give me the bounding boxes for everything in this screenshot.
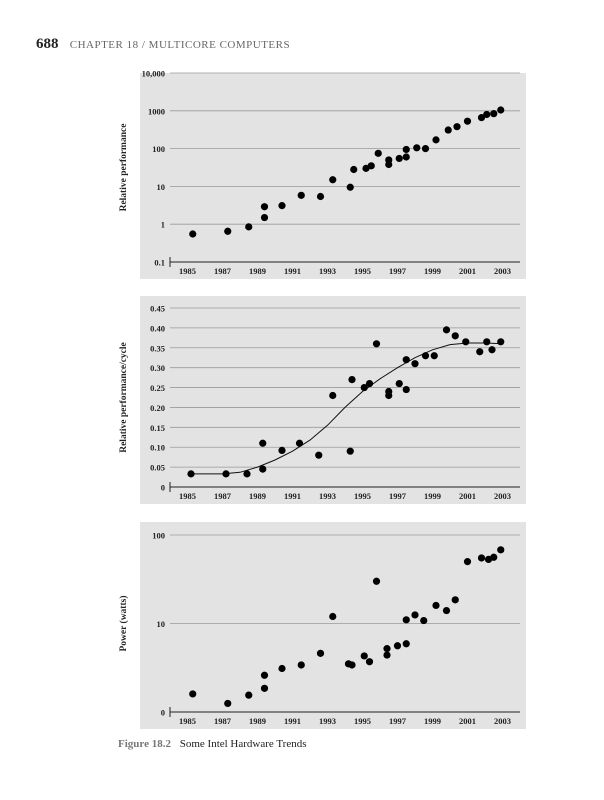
chart-1-ytick-label: 1 (160, 219, 165, 230)
chart-1-data-point (261, 214, 268, 221)
chart-1-data-point (317, 193, 324, 200)
chart-2-data-point (243, 470, 250, 477)
chart-2-xtick-label: 1993 (319, 491, 336, 501)
chart-3-data-point (373, 578, 380, 585)
figure-label: Figure 18.2 (118, 738, 171, 750)
chart-3-data-point (329, 613, 336, 620)
chart-1-y-axis-label: Relative performance (119, 123, 129, 212)
chart-3-ytick-label: 10 (156, 619, 165, 629)
chart-2-data-point (431, 352, 438, 359)
chart-2-data-point (373, 340, 380, 347)
chart-3-data-point (361, 652, 368, 659)
chart-3-data-point (394, 642, 401, 649)
chart-2-data-point (476, 348, 483, 355)
chart-3-plot-background (140, 522, 526, 729)
chart-2-plot-background (140, 296, 526, 504)
chart-2-data-point (403, 386, 410, 393)
chart-3-xtick-label: 1997 (389, 716, 406, 726)
chart-2-data-point (403, 356, 410, 363)
chart-1-xtick-label: 1993 (319, 266, 336, 276)
figure-caption (118, 738, 307, 750)
chart-3-data-point (261, 685, 268, 692)
chart-1-data-point (347, 184, 354, 191)
chart-3-data-point (478, 554, 485, 561)
chart-2-data-point (443, 326, 450, 333)
chart-3-data-point (403, 616, 410, 623)
chart-2-data-point (366, 380, 373, 387)
chart-2-data-point (259, 466, 266, 473)
chart-2-xtick-label: 1995 (354, 491, 371, 501)
chart-3-data-point (420, 617, 427, 624)
chart-2-data-point (278, 447, 285, 454)
chart-3-data-point (298, 661, 305, 668)
chart-1-data-point (245, 223, 252, 230)
chart-1-data-point (464, 118, 471, 125)
chart-2-xtick-label: 1987 (214, 491, 231, 501)
chart-1-data-point (396, 155, 403, 162)
chart-3-data-point (224, 700, 231, 707)
chart-2-ytick-label: 0.45 (150, 303, 165, 314)
chart-2-xtick-label: 2003 (494, 491, 511, 501)
chart-3-data-point (411, 611, 418, 618)
chart-2-ytick-label: 0 (160, 482, 165, 493)
chart-3-data-point (432, 602, 439, 609)
chart-3-data-point (464, 558, 471, 565)
chart-3-xtick-label: 2003 (494, 716, 511, 726)
chart-2-data-point (497, 338, 504, 345)
chart-2-ytick-label: 0.30 (150, 363, 165, 374)
chart-3-xtick-label: 1985 (179, 716, 196, 726)
chart-1-data-point (403, 153, 410, 160)
chart-1-xtick-label: 2001 (459, 266, 476, 276)
chart-2-y-axis-label: Relative performance/cycle (119, 342, 129, 453)
chart-1-data-point (329, 176, 336, 183)
chart-3-data-point (490, 554, 497, 561)
chart-2-data-point (315, 452, 322, 459)
chart-1-data-point (483, 111, 490, 118)
chart-2-ytick-label: 0.25 (150, 383, 165, 394)
chart-2-data-point (422, 352, 429, 359)
chart-2-data-point (452, 332, 459, 339)
chart-3-data-point (403, 640, 410, 647)
chart-3-data-point (383, 645, 390, 652)
chart-1-data-point (413, 144, 420, 151)
chart-1-data-point (368, 162, 375, 169)
chart-1-xtick-label: 1987 (214, 266, 231, 276)
chart-3-xtick-label: 1991 (284, 716, 301, 726)
chart-3-data-point (278, 665, 285, 672)
chart-3-xtick-label: 2001 (459, 716, 476, 726)
chart-1-xtick-label: 1999 (424, 266, 441, 276)
chart-1-data-point (497, 106, 504, 113)
chart-1-data-point (261, 203, 268, 210)
chart-2-ytick-label: 0.05 (150, 462, 165, 473)
chart-2-data-point (488, 346, 495, 353)
chart-3-xtick-label: 1993 (319, 716, 336, 726)
chart-3-data-point (261, 672, 268, 679)
chart-2-data-point (348, 376, 355, 383)
chart-1-ytick-label: 0.1 (154, 257, 165, 268)
chart-2-ytick-label: 0.15 (150, 422, 165, 433)
chart-3-data-point (189, 690, 196, 697)
page-number: 688 (36, 36, 59, 52)
chart-1-data-point (350, 166, 357, 173)
chart-3-xtick-label: 1989 (249, 716, 266, 726)
chart-2-data-point (347, 448, 354, 455)
chart-2-data-point (329, 392, 336, 399)
chart-3-data-point (245, 692, 252, 699)
chart-1-ytick-label: 100 (152, 144, 165, 155)
chart-2-ytick-label: 0.40 (150, 323, 165, 334)
chart-1-data-point (375, 150, 382, 157)
chart-3-xtick-label: 1999 (424, 716, 441, 726)
chart-1-data-point (432, 136, 439, 143)
chart-3-xtick-label: 1995 (354, 716, 371, 726)
chart-1-data-point (298, 192, 305, 199)
chart-3-y-axis-label: Power (watts) (119, 595, 129, 652)
chart-1-xtick-label: 1985 (179, 266, 196, 276)
chart-2-xtick-label: 1997 (389, 491, 406, 501)
chart-1-xtick-label: 1989 (249, 266, 266, 276)
figure-caption-text: Some Intel Hardware Trends (179, 738, 307, 750)
chart-3-data-point (452, 596, 459, 603)
chart-3-xtick-label: 1987 (214, 716, 231, 726)
chart-2-data-point (385, 388, 392, 395)
chart-1-data-point (385, 156, 392, 163)
chart-2-data-point (483, 338, 490, 345)
chart-3-data-point (317, 650, 324, 657)
chart-2-xtick-label: 1999 (424, 491, 441, 501)
chart-1-ytick-label: 1000 (148, 106, 165, 117)
chart-1-ytick-label: 10 (156, 181, 165, 192)
chart-1-xtick-label: 2003 (494, 266, 511, 276)
chart-2-data-point (411, 360, 418, 367)
chart-3-ytick-label: 0 (160, 707, 165, 718)
chart-1-data-point (490, 110, 497, 117)
chart-1-plot-background (140, 73, 526, 279)
chart-3-data-point (366, 658, 373, 665)
chart-2-data-point (187, 470, 194, 477)
chart-1-data-point (445, 126, 452, 133)
chart-2-data-point (396, 380, 403, 387)
chart-3-ytick-label: 100 (152, 530, 165, 541)
chart-1-data-point (189, 230, 196, 237)
chart-1-data-point (224, 228, 231, 235)
chart-1-data-point (422, 145, 429, 152)
chart-3-data-point (443, 607, 450, 614)
chart-2-xtick-label: 2001 (459, 491, 476, 501)
chart-1-xtick-label: 1991 (284, 266, 301, 276)
chart-2-xtick-label: 1985 (179, 491, 196, 501)
chart-2-data-point (259, 440, 266, 447)
chart-2-xtick-label: 1989 (249, 491, 266, 501)
chart-2-xtick-label: 1991 (284, 491, 301, 501)
chart-3-data-point (497, 546, 504, 553)
chart-1-data-point (453, 123, 460, 130)
chart-2-data-point (462, 338, 469, 345)
chart-3-data-point (348, 661, 355, 668)
chart-2-ytick-label: 0.10 (150, 442, 165, 453)
chart-3-data-point (383, 651, 390, 658)
chart-2-ytick-label: 0.35 (150, 343, 165, 354)
chart-2-ytick-label: 0.20 (150, 402, 165, 413)
chart-2-data-point (296, 440, 303, 447)
chart-1-ytick-label: 10,000 (141, 68, 165, 79)
chart-1-data-point (278, 202, 285, 209)
chart-2-data-point (222, 470, 229, 477)
running-head: CHAPTER 18 / MULTICORE COMPUTERS (69, 39, 291, 51)
chart-1-xtick-label: 1995 (354, 266, 371, 276)
chart-1-xtick-label: 1997 (389, 266, 406, 276)
chart-1-data-point (403, 146, 410, 153)
